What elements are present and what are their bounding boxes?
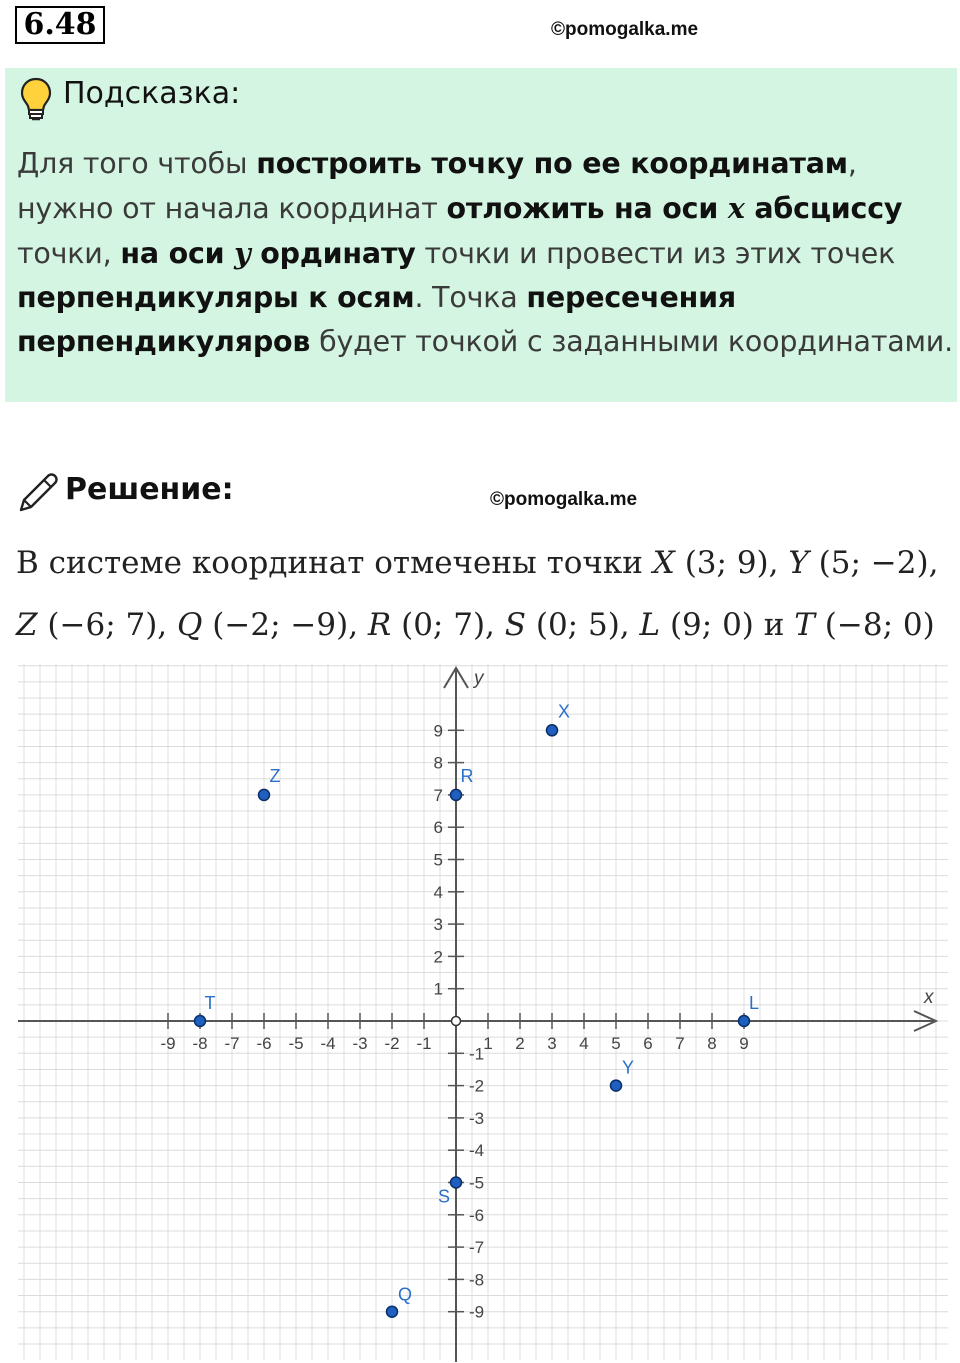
hint-part: , нужно от начала координат (17, 147, 857, 225)
y-tick-label: -8 (469, 1270, 485, 1290)
y-tick-label: 3 (433, 915, 443, 935)
hint-part: ординату (250, 237, 416, 270)
y-tick-label: -6 (469, 1205, 485, 1225)
hint-part: построить точку по ее координатам (256, 147, 848, 180)
points (195, 701, 760, 1317)
x-tick-label: -9 (160, 1034, 176, 1053)
point-name: Z (16, 607, 38, 643)
hint-title: Подсказка: (63, 76, 241, 111)
point-label: Q (397, 1284, 413, 1305)
x-tick-label: 2 (515, 1034, 525, 1053)
solution-prefix: В системе координат отмечены точки (16, 545, 653, 581)
point-coords: (0; 7), (391, 607, 505, 643)
point-name: T (794, 607, 815, 643)
hint-part: точки, (17, 237, 121, 270)
point-label: S (437, 1186, 451, 1207)
hint-part: на оси (120, 237, 235, 270)
y-tick-label: 8 (433, 753, 443, 773)
point-s (451, 1177, 462, 1188)
solution-text (16, 532, 946, 656)
hint-text (17, 142, 953, 364)
point-name: L (639, 607, 661, 643)
point-r (451, 789, 462, 800)
x-tick-label: 1 (483, 1034, 493, 1053)
solution-title: Решение: (65, 472, 234, 507)
y-tick-label: 9 (433, 721, 443, 741)
origin (452, 1017, 461, 1026)
y-tick-label: 1 (433, 979, 443, 999)
point-coords: (−6; 7), (37, 607, 178, 643)
hint-part: . Точка (414, 281, 527, 314)
hint-part: Для того чтобы (17, 147, 257, 180)
y-tick-label: -2 (469, 1076, 485, 1096)
hint-part: будет точкой с заданными координатами. (310, 325, 953, 358)
point-l (739, 1016, 750, 1027)
point-z (259, 789, 270, 800)
x-tick-label: 8 (707, 1034, 717, 1053)
y-tick-label: -7 (469, 1238, 485, 1258)
hint-box (5, 68, 957, 402)
coordinate-plane (0, 660, 960, 1363)
x-tick-label: 6 (643, 1034, 653, 1053)
x-tick-label: -2 (384, 1034, 400, 1053)
x-tick-label: 4 (579, 1034, 589, 1053)
y-axis-label: y (474, 668, 484, 689)
x-tick-label: 9 (739, 1034, 749, 1053)
y-tick-label: -4 (469, 1141, 485, 1161)
point-label: T (204, 993, 216, 1013)
point-name: X (652, 545, 675, 581)
y-tick-label: 6 (433, 818, 443, 838)
point-coords: (3; 9), (674, 545, 789, 581)
point-name: R (367, 607, 392, 643)
point-coords: (5; −2), (808, 545, 939, 581)
point-coords: (−8; 0) (814, 607, 935, 643)
y-tick-label: 7 (433, 785, 443, 805)
point-coords: (0; 5), (526, 607, 640, 643)
x-tick-label: 7 (675, 1034, 685, 1053)
x-tick-label: -6 (256, 1034, 272, 1053)
y-tick-label: 2 (433, 947, 443, 967)
point-q (387, 1306, 398, 1317)
x-tick-label: 3 (547, 1034, 557, 1053)
x-tick-label: -1 (416, 1034, 432, 1053)
x-tick-label: -8 (192, 1034, 208, 1053)
hint-part: точки и провести из этих точек (415, 237, 896, 270)
y-tick-label: 4 (433, 882, 443, 902)
x-tick-label: -7 (224, 1034, 240, 1053)
y-tick-label: -3 (469, 1108, 485, 1128)
hint-part: y (234, 236, 251, 270)
hint-part: перпендикуляры к осям (17, 281, 415, 314)
point-label: X (557, 701, 571, 722)
point-label: Y (621, 1057, 635, 1078)
point-t (195, 1016, 206, 1027)
point-name: Y (788, 545, 809, 581)
pencil-icon (18, 470, 62, 512)
point-y (611, 1080, 622, 1091)
point-coords: (9; 0) (660, 607, 754, 643)
problem-number: 6.48 (15, 6, 105, 44)
x-tick-label: -3 (352, 1034, 368, 1053)
solution-conjunction: и (753, 607, 795, 643)
y-tick-label: 5 (433, 850, 443, 870)
point-coords: (−2; −9), (202, 607, 368, 643)
x-axis-label: x (924, 987, 934, 1008)
y-tick-label: -5 (469, 1173, 485, 1193)
hint-part: абсциссу (744, 192, 903, 225)
point-label: L (748, 993, 760, 1013)
hint-part: пересечения перпендикуляров (17, 281, 737, 358)
x-tick-label: -4 (320, 1034, 336, 1053)
hint-part: x (727, 191, 745, 225)
x-tick-label: 5 (611, 1034, 621, 1053)
y-tick-label: -9 (469, 1302, 485, 1322)
axes (18, 668, 936, 1362)
watermark: ©pomogalka.me (551, 19, 699, 40)
point-name: S (504, 607, 526, 643)
x-tick-label: -5 (288, 1034, 304, 1053)
point-name: Q (177, 607, 203, 643)
point-label: Z (269, 765, 281, 786)
point-label: R (460, 765, 474, 786)
hint-part: отложить на оси (446, 192, 728, 225)
watermark-solution: ©pomogalka.me (490, 489, 638, 510)
point-x (547, 725, 558, 736)
y-tick-label: -1 (469, 1044, 485, 1064)
lightbulb-icon (19, 76, 53, 122)
